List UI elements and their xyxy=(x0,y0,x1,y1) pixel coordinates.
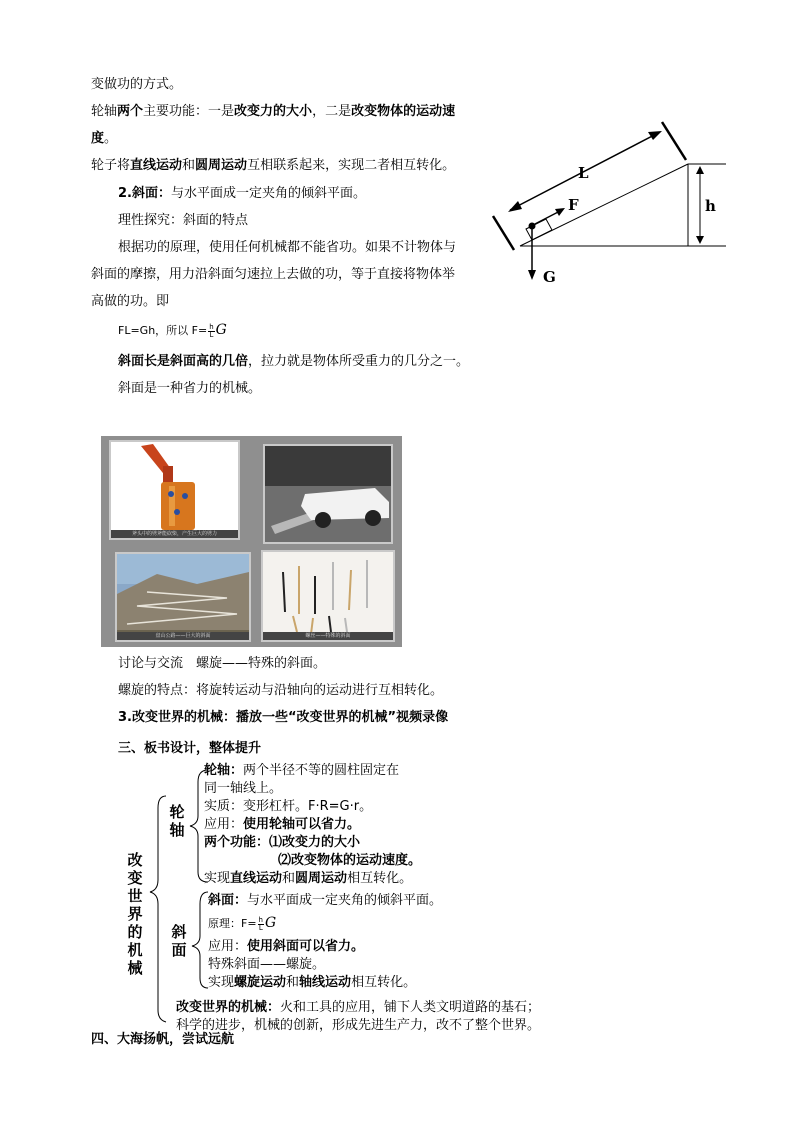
section-heading: 三、板书设计，整体提升 xyxy=(118,741,262,756)
photo-caption: 盘山公路——巨大的斜面 xyxy=(117,632,249,640)
text-line: 讨论与交流 螺旋——特殊的斜面。 xyxy=(118,656,327,671)
board-root-char: 变 xyxy=(127,869,143,887)
text-line: 根据功的原理，使用任何机械都不能省功。如果不计物体与 xyxy=(118,240,457,255)
text-line: 3.改变世界的机械：播放一些“改变世界的机械”视频录像 xyxy=(118,710,449,725)
text-line: 螺旋的特点：将旋转运动与沿轴向的运动进行互相转化。 xyxy=(118,683,444,698)
text-line: 度。 xyxy=(91,131,118,146)
text-line: 理性探究：斜面的特点 xyxy=(118,213,249,228)
board-line: 应用：使用斜面可以省力。 xyxy=(208,939,365,954)
board-root-char: 械 xyxy=(127,959,143,977)
board-root-char: 界 xyxy=(127,905,143,923)
board-node-xiemian: 面 xyxy=(171,941,187,959)
board-line: 改变世界的机械：火和工具的应用，铺下人类文明道路的基石； xyxy=(176,1000,541,1015)
board-root-char: 机 xyxy=(127,941,143,959)
photo-car-ramp xyxy=(263,444,393,544)
text-line: 斜面长是斜面高的几倍，拉力就是物体所受重力的几分之一。 xyxy=(118,354,470,369)
formula: FL=Gh，所以 F= $\frac{h}{L}$ G xyxy=(118,322,227,339)
board-root-char: 世 xyxy=(127,887,143,905)
board-line: 特殊斜面——螺旋。 xyxy=(208,957,326,972)
label-h: h xyxy=(705,197,716,215)
text-line: 高做的功。即 xyxy=(91,294,170,309)
label-G: G xyxy=(543,268,556,286)
section-heading: 四、大海扬帆，尝试远航 xyxy=(91,1032,235,1047)
board-formula: 原理：F= $\frac{h}{L}$ G xyxy=(208,915,277,932)
photo-caption: 螺丝——特殊的斜面 xyxy=(263,632,393,640)
board-node-lunzhou: 轮 xyxy=(169,803,185,821)
board-line: 同一轴线上。 xyxy=(204,781,283,796)
board-node-lunzhou: 轴 xyxy=(169,821,185,839)
board-line: 实现螺旋运动和轴线运动相互转化。 xyxy=(208,975,417,990)
board-line: 实质：变形杠杆。F·R=G·r。 xyxy=(204,799,373,814)
board-line: 两个功能：⑴改变力的大小 xyxy=(204,835,361,850)
text-line: 斜面的摩擦，用力沿斜面匀速拉上去做的功，等于直接将物体举 xyxy=(91,267,456,282)
board-line: 应用：使用轮轴可以省力。 xyxy=(204,817,361,832)
text-line: 斜面是一种省力的机械。 xyxy=(118,381,262,396)
photo-mountain-road xyxy=(115,552,251,642)
board-line: 轮轴：两个半径不等的圆柱固定在 xyxy=(204,763,400,778)
text-line: 变做功的方式。 xyxy=(91,77,183,92)
board-line: ⑵改变物体的运动速度。 xyxy=(278,853,422,868)
photo-collage xyxy=(101,436,402,647)
board-line: 实现直线运动和圆周运动相互转化。 xyxy=(204,871,413,886)
text-line: 2.斜面：与水平面成一定夹角的倾斜平面。 xyxy=(118,186,366,201)
board-node-xiemian: 斜 xyxy=(171,923,187,941)
board-root-char: 改 xyxy=(127,851,143,869)
label-L: L xyxy=(578,164,589,182)
inclined-plane-diagram xyxy=(488,112,728,292)
label-F: F xyxy=(568,196,579,214)
photo-axe xyxy=(109,440,240,540)
photo-screws xyxy=(261,550,395,642)
text-line: 轮轴两个主要功能：一是改变力的大小，二是改变物体的运动速 xyxy=(91,104,456,119)
photo-caption: 斧头中的劈斧能砍柴，产生巨大的劈力 xyxy=(111,530,238,538)
text-line: 轮子将直线运动和圆周运动互相联系起来，实现二者相互转化。 xyxy=(91,158,456,173)
board-line: 科学的进步，机械的创新，形成先进生产力，改不了整个世界。 xyxy=(176,1018,541,1033)
board-line: 斜面：与水平面成一定夹角的倾斜平面。 xyxy=(208,893,443,908)
board-root-char: 的 xyxy=(127,923,143,941)
